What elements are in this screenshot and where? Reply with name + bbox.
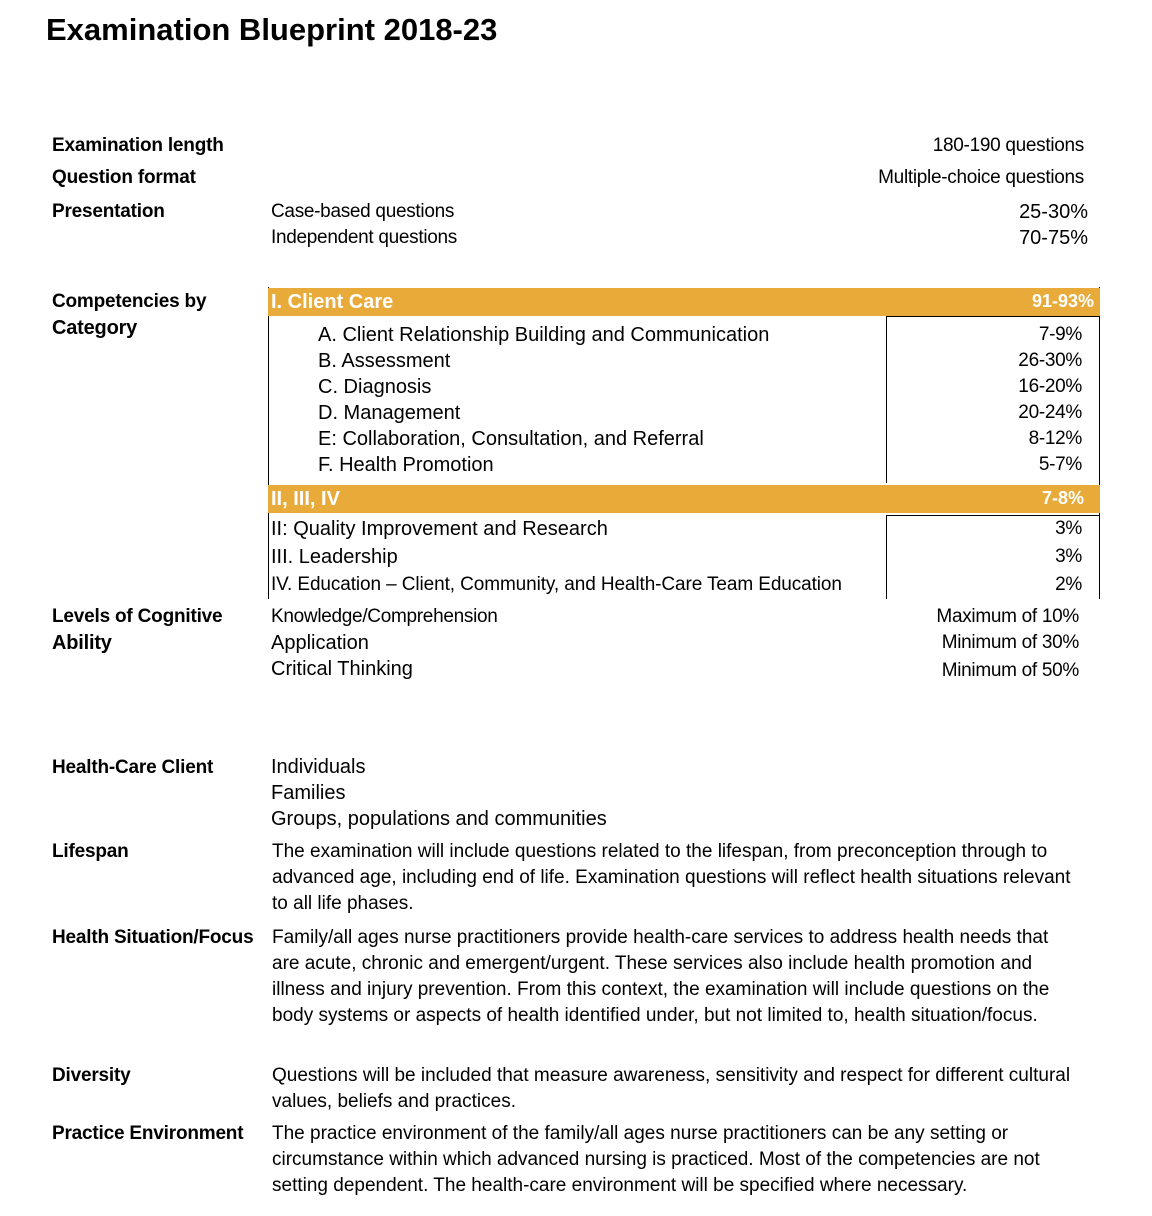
- table-rule: [886, 515, 1100, 516]
- cognitive-value: Minimum of 30%: [941, 632, 1079, 653]
- lifespan-text: The examination will include questions related to the lifespan, from preconception through to advanced age, including end of life. Examination questions will reflect health situations relevant to all life phases.: [272, 841, 1071, 914]
- client-item: Individuals: [271, 756, 366, 778]
- table-column-divider: [886, 316, 887, 483]
- client-label: Health-Care Client: [52, 757, 214, 778]
- page-title: Examination Blueprint 2018-23: [46, 12, 498, 47]
- cognitive-item: Application: [271, 632, 369, 654]
- table-right-border: [1099, 287, 1100, 599]
- competency-item: C. Diagnosis: [318, 376, 432, 398]
- question-format-label: Question format: [52, 167, 196, 188]
- presentation-item: Case-based questions: [271, 201, 455, 222]
- cognitive-value: Maximum of 10%: [936, 606, 1079, 627]
- presentation-value: 25-30%: [1019, 201, 1088, 223]
- competency-value: 3%: [1055, 518, 1082, 539]
- competency-value: 16-20%: [1018, 376, 1082, 397]
- presentation-item: Independent questions: [271, 227, 457, 248]
- table-column-divider: [886, 515, 887, 599]
- client-item: Families: [271, 782, 346, 804]
- competencies-label: Competencies by: [52, 291, 207, 312]
- cognitive-value: Minimum of 50%: [941, 660, 1079, 681]
- exam-length-label: Examination length: [52, 135, 224, 156]
- cognitive-item: Knowledge/Comprehension: [271, 606, 498, 627]
- group2-band: [268, 485, 1100, 513]
- group2-value: 7-8%: [1041, 488, 1084, 508]
- group2-header: II, III, IV: [271, 488, 340, 510]
- competency-item: E: Collaboration, Consultation, and Referral: [318, 428, 704, 450]
- competency-value: 2%: [1055, 574, 1082, 595]
- table-rule: [886, 316, 1100, 317]
- client-item: Groups, populations and communities: [271, 808, 607, 830]
- practice-environment-text: The practice environment of the family/all ages nurse practitioners can be any setting or circumstance within which advanced nursing is practiced. Most of the competencies are not setting dependent. The health-care environment will be specified where necessary.: [272, 1123, 1040, 1196]
- competency-value: 5-7%: [1038, 454, 1082, 475]
- client-care-value: 91-93%: [1031, 291, 1094, 311]
- competency-item: IV. Education – Client, Community, and Health-Care Team Education: [271, 574, 842, 595]
- presentation-value: 70-75%: [1019, 227, 1088, 249]
- diversity-text: Questions will be included that measure awareness, sensitivity and respect for different cultural values, beliefs and practices.: [272, 1065, 1071, 1112]
- competency-value: 8-12%: [1028, 428, 1082, 449]
- competency-value: 26-30%: [1018, 350, 1082, 371]
- competency-value: 3%: [1055, 546, 1082, 567]
- cognitive-item: Critical Thinking: [271, 658, 413, 680]
- health-situation-label: Health Situation/Focus: [52, 927, 254, 948]
- competency-item: II: Quality Improvement and Research: [271, 518, 608, 540]
- competencies-label-cont: Category: [52, 317, 138, 339]
- table-left-border: [268, 287, 269, 599]
- practice-environment-label: Practice Environment: [52, 1123, 244, 1144]
- competency-item: F. Health Promotion: [318, 454, 494, 476]
- presentation-label: Presentation: [52, 201, 165, 222]
- lifespan-label: Lifespan: [52, 841, 129, 862]
- exam-length-value: 180-190 questions: [932, 135, 1084, 156]
- competency-value: 20-24%: [1018, 402, 1082, 423]
- competency-item: B. Assessment: [318, 350, 451, 372]
- question-format-value: Multiple-choice questions: [878, 167, 1084, 188]
- competency-item: A. Client Relationship Building and Communication: [318, 324, 770, 346]
- competency-item: D. Management: [318, 402, 461, 424]
- cognitive-label: Levels of Cognitive: [52, 606, 223, 627]
- client-care-band: [268, 288, 1100, 316]
- competency-value: 7-9%: [1038, 324, 1082, 345]
- competency-item: III. Leadership: [271, 546, 398, 568]
- cognitive-label-cont: Ability: [52, 632, 112, 654]
- diversity-label: Diversity: [52, 1065, 131, 1086]
- health-situation-text: Family/all ages nurse practitioners provide health-care services to address health needs that are acute, chronic and emergent/urgent. These services also include health promotion and illness and injury prevention. From this context, the examination will include questions on the body systems or aspects of health identified under, but not limited to, health situation/focus.: [272, 927, 1050, 1026]
- client-care-header: I. Client Care: [271, 291, 394, 313]
